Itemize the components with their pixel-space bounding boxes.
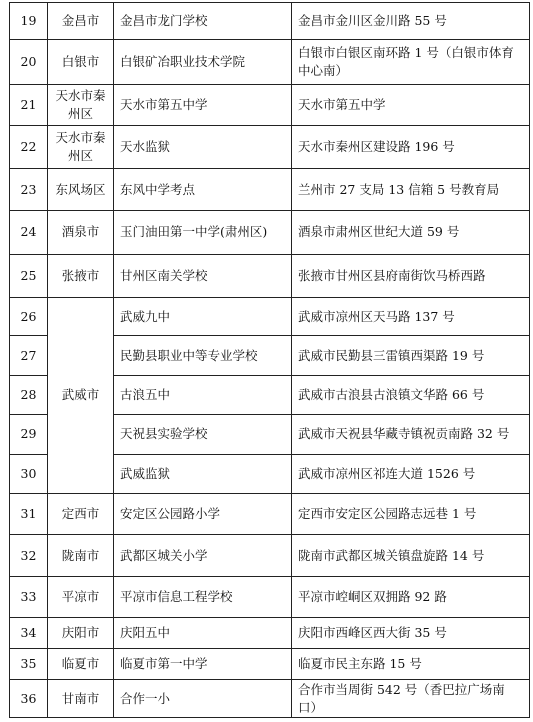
city-cell: 天水市秦州区	[48, 126, 114, 169]
school-cell: 庆阳五中	[114, 617, 292, 648]
address-cell: 酒泉市肃州区世纪大道 59 号	[292, 211, 530, 255]
table-row	[10, 254, 530, 297]
table-row	[10, 3, 530, 40]
address-cell: 定西市安定区公园路志远巷 1 号	[292, 493, 530, 535]
school-cell: 天祝县实验学校	[114, 414, 292, 454]
school-cell: 临夏市第一中学	[114, 648, 292, 680]
table-row	[10, 535, 530, 577]
city-cell: 天水市秦州区	[48, 84, 114, 126]
school-cell: 平凉市信息工程学校	[114, 577, 292, 618]
city-cell: 临夏市	[48, 648, 114, 680]
address-cell: 金昌市金川区金川路 55 号	[292, 3, 530, 40]
row-number: 28	[10, 376, 48, 415]
row-number: 34	[10, 617, 48, 648]
table-row	[10, 493, 530, 535]
table-row	[10, 126, 530, 169]
table-row	[10, 297, 530, 336]
row-number: 35	[10, 648, 48, 680]
address-cell: 兰州市 27 支局 13 信箱 5 号教育局	[292, 169, 530, 211]
exam-site-table	[9, 2, 530, 718]
row-number: 22	[10, 126, 48, 169]
school-cell: 武威监狱	[114, 454, 292, 493]
row-number: 25	[10, 254, 48, 297]
row-number: 21	[10, 84, 48, 126]
city-cell: 甘南市	[48, 680, 114, 718]
school-cell: 白银矿冶职业技术学院	[114, 39, 292, 84]
table-row	[10, 211, 530, 255]
row-number: 27	[10, 336, 48, 376]
school-cell: 合作一小	[114, 680, 292, 718]
table-row	[10, 680, 530, 718]
row-number: 23	[10, 169, 48, 211]
address-cell: 武威市天祝县华藏寺镇祝贡南路 32 号	[292, 414, 530, 454]
row-number: 29	[10, 414, 48, 454]
address-cell: 陇南市武都区城关镇盘旋路 14 号	[292, 535, 530, 577]
row-number: 24	[10, 211, 48, 255]
city-cell: 定西市	[48, 493, 114, 535]
table-row	[10, 39, 530, 84]
address-cell: 临夏市民主东路 15 号	[292, 648, 530, 680]
city-cell: 张掖市	[48, 254, 114, 297]
row-number: 36	[10, 680, 48, 718]
row-number: 19	[10, 3, 48, 40]
school-cell: 东风中学考点	[114, 169, 292, 211]
address-cell: 天水市第五中学	[292, 84, 530, 126]
row-number: 33	[10, 577, 48, 618]
school-cell: 武都区城关小学	[114, 535, 292, 577]
school-cell: 古浪五中	[114, 376, 292, 415]
row-number: 32	[10, 535, 48, 577]
city-cell: 白银市	[48, 39, 114, 84]
school-cell: 民勤县职业中等专业学校	[114, 336, 292, 376]
school-cell: 武威九中	[114, 297, 292, 336]
city-cell: 平凉市	[48, 577, 114, 618]
city-cell: 庆阳市	[48, 617, 114, 648]
table-row	[10, 617, 530, 648]
address-cell: 庆阳市西峰区西大街 35 号	[292, 617, 530, 648]
address-cell: 张掖市甘州区县府南街饮马桥西路	[292, 254, 530, 297]
address-cell: 武威市民勤县三雷镇西渠路 19 号	[292, 336, 530, 376]
school-cell: 甘州区南关学校	[114, 254, 292, 297]
address-cell: 天水市秦州区建设路 196 号	[292, 126, 530, 169]
city-cell: 金昌市	[48, 3, 114, 40]
school-cell: 玉门油田第一中学(肃州区)	[114, 211, 292, 255]
city-cell: 酒泉市	[48, 211, 114, 255]
row-number: 26	[10, 297, 48, 336]
address-cell: 合作市当周街 542 号（香巴拉广场南口）	[292, 680, 530, 718]
school-cell: 天水市第五中学	[114, 84, 292, 126]
city-cell: 东风场区	[48, 169, 114, 211]
table-row	[10, 648, 530, 680]
school-cell: 安定区公园路小学	[114, 493, 292, 535]
table-row	[10, 84, 530, 126]
address-cell: 武威市凉州区天马路 137 号	[292, 297, 530, 336]
table-row	[10, 577, 530, 618]
row-number: 31	[10, 493, 48, 535]
row-number: 30	[10, 454, 48, 493]
school-cell: 金昌市龙门学校	[114, 3, 292, 40]
school-cell: 天水监狱	[114, 126, 292, 169]
address-cell: 武威市凉州区祁连大道 1526 号	[292, 454, 530, 493]
city-cell: 陇南市	[48, 535, 114, 577]
table-row	[10, 169, 530, 211]
city-cell: 武威市	[48, 297, 114, 493]
address-cell: 武威市古浪县古浪镇文华路 66 号	[292, 376, 530, 415]
address-cell: 白银市白银区南环路 1 号（白银市体育中心南）	[292, 39, 530, 84]
address-cell: 平凉市崆峒区双拥路 92 路	[292, 577, 530, 618]
row-number: 20	[10, 39, 48, 84]
